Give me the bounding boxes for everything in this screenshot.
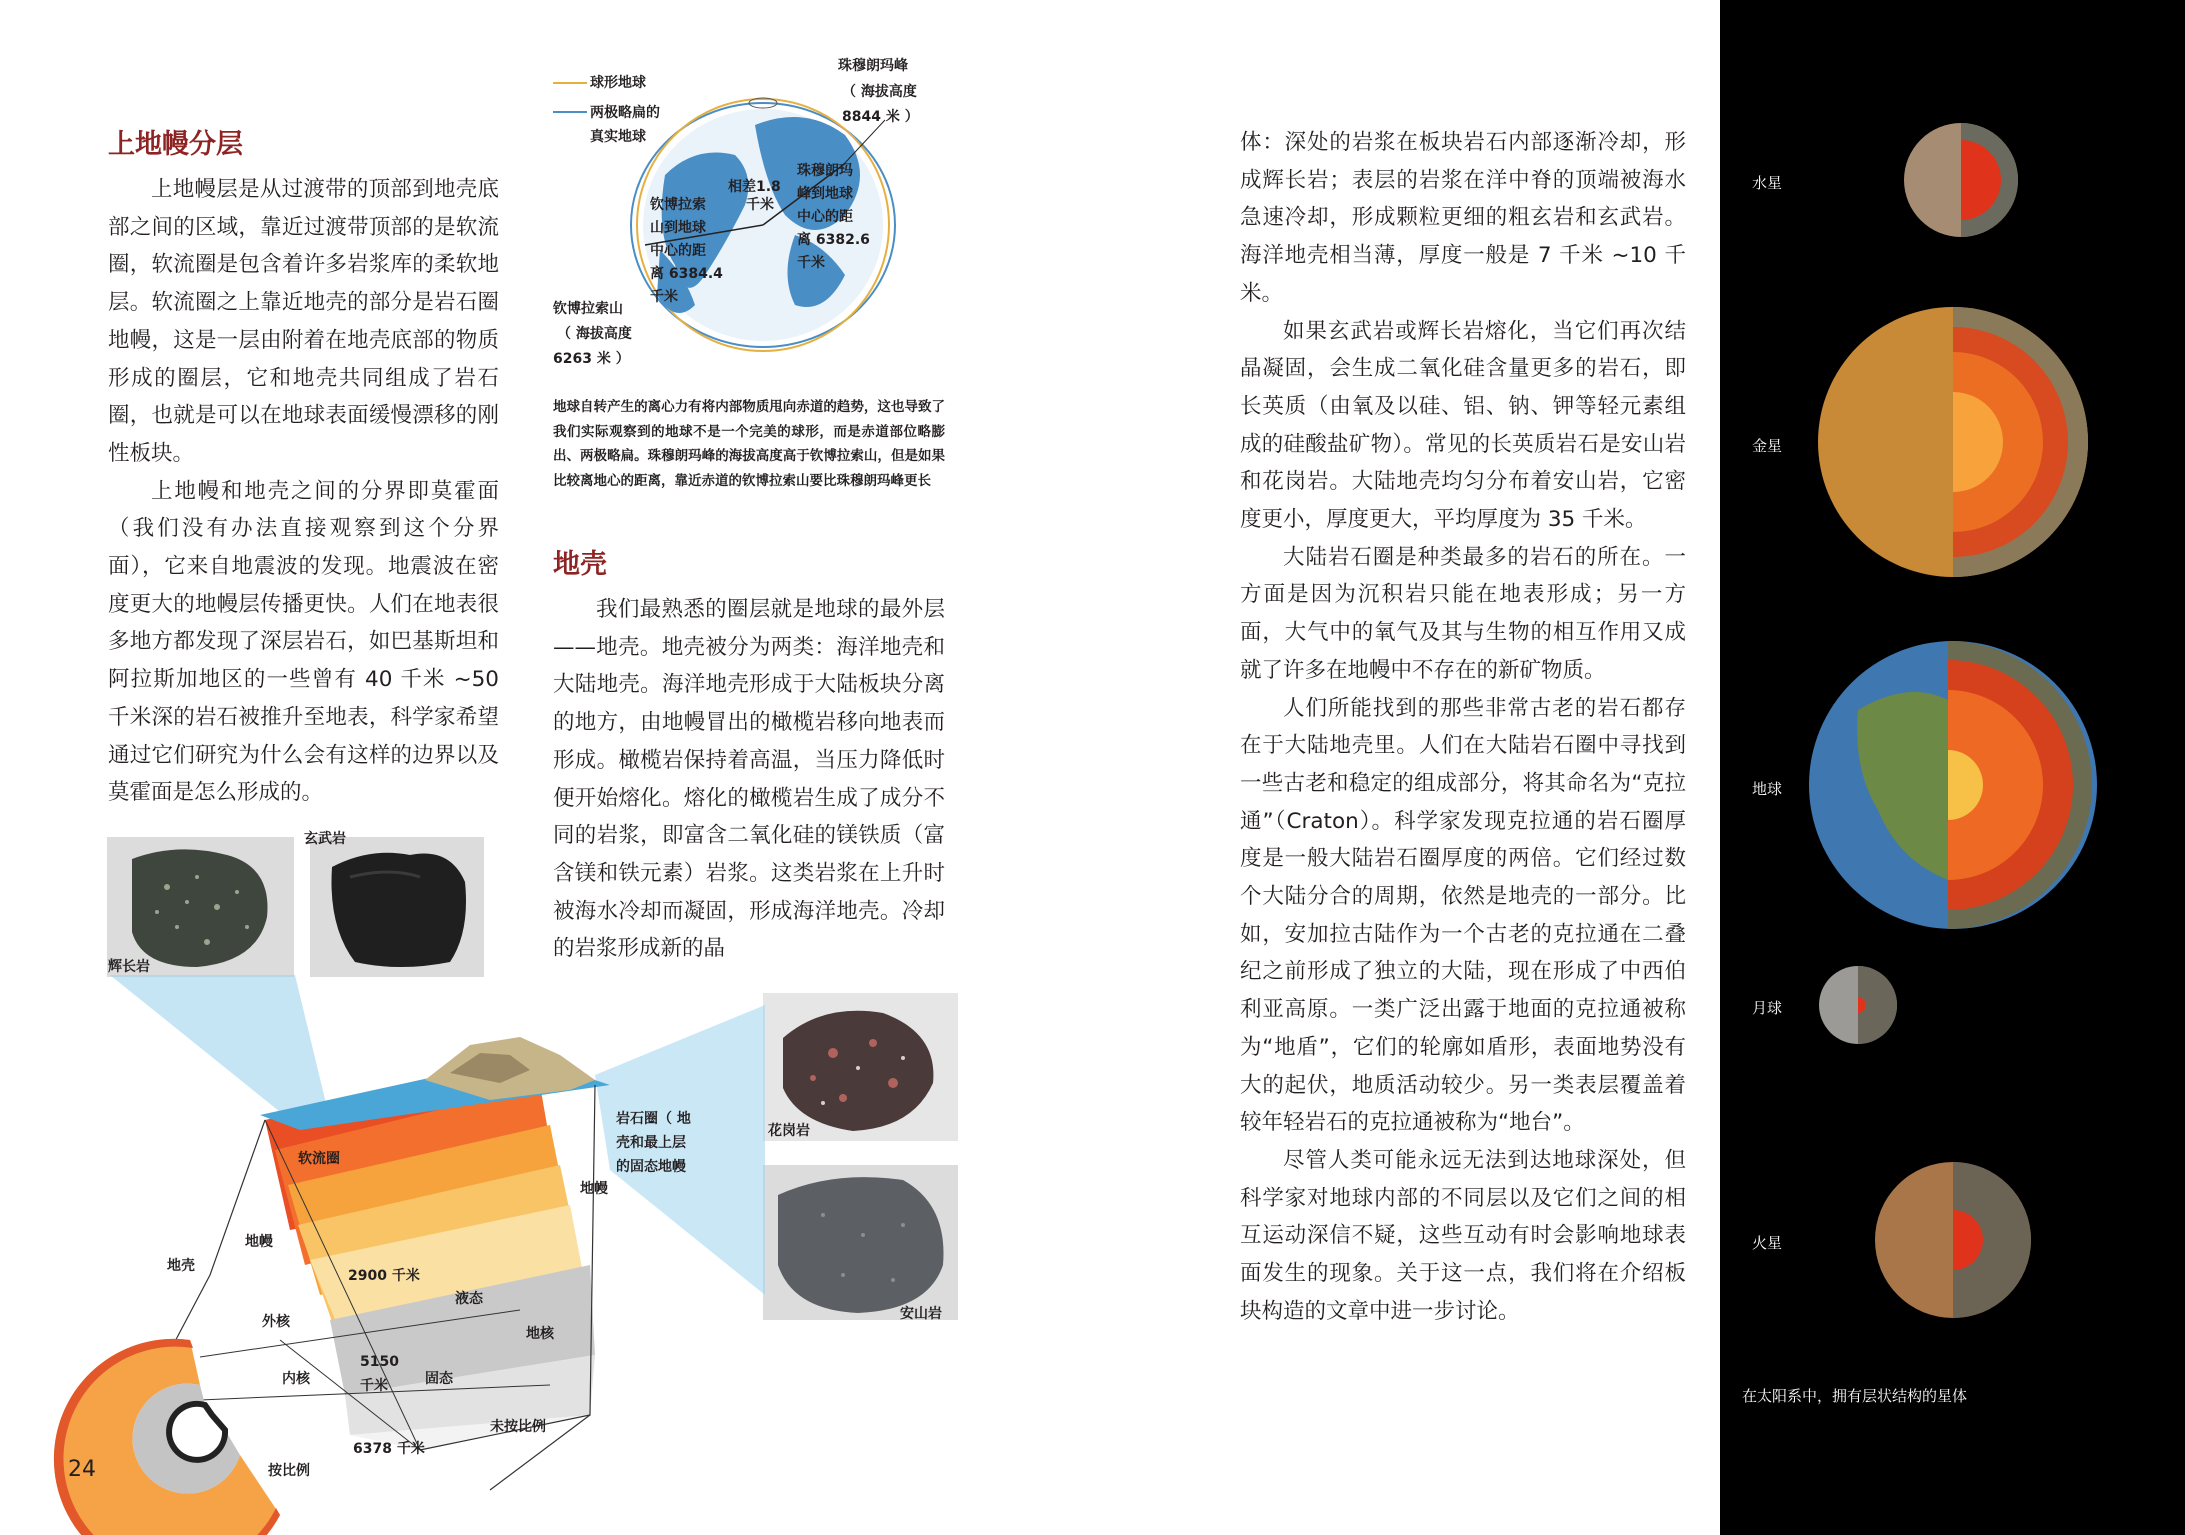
earth-illustration — [1798, 630, 2108, 940]
dist-line: 珠穆朗玛 — [797, 163, 853, 179]
dist-line: 中心的距 — [797, 209, 853, 225]
gabbro-label: 辉长岩 — [108, 959, 150, 975]
planets-caption: 在太阳系中，拥有层状结构的星体 — [1742, 1387, 1968, 1405]
depth-line: 千米 — [360, 1378, 388, 1394]
mantle-label-right: 地幔 — [580, 1181, 608, 1197]
earth-layers-diagram — [90, 975, 790, 1535]
right-page-text — [1240, 124, 1686, 1331]
gabbro-photo — [107, 837, 294, 977]
andesite-photo — [763, 1165, 958, 1320]
granite-label: 花岗岩 — [768, 1123, 810, 1139]
legend-sphere: 球形地球 — [590, 75, 646, 91]
dist-line: 峰到地球 — [797, 186, 853, 202]
dist-line: 千米 — [650, 289, 678, 305]
dist-line: 钦博拉索 — [650, 197, 706, 213]
lith-line: 壳和最上层 — [616, 1135, 686, 1151]
moon-illustration — [1813, 960, 1903, 1050]
mantle-paragraph: 上地幔层是从过渡带的顶部到地壳底部之间的区域，靠近过渡带顶部的是软流圈，软流圈是包含着许多岩浆库的柔软地层。软流圈之上靠近地壳的部分是岩石圈地幔，这是一层由附着在地壳底部的物质形成的圈层，它和地壳共同组成了岩石圈，也就是可以在地球表面缓慢漂移的刚性板块。 — [108, 177, 499, 466]
chimborazo-label-1: 钦博拉索山 — [553, 301, 623, 317]
andesite-label: 安山岩 — [900, 1306, 942, 1322]
right-paragraph: 人们所能找到的那些非常古老的岩石都存在于大陆地壳里。人们在大陆岩石圈中寻找到一些古老和稳定的组成部分，将其命名为“克拉通”（Craton）。科学家发现克拉通的岩石圈厚度是一般大陆岩石圈厚度的两倍。它们经过数个大陆分合的周期，依然是地壳的一部分。比如，安加拉古陆作为一个古老的克拉通在二叠纪之前形成了独立的大陆，现在形成了中西伯利亚高原。一类广泛出露于地面的克拉通被称为“地盾”，它们的轮廓如盾形，表面地势没有大的起伏，地质活动较少。另一类表层覆盖着较年轻岩石的克拉通被称为“地台”。 — [1240, 695, 1686, 1136]
core-label: 地核 — [526, 1326, 554, 1342]
granite-photo — [763, 993, 958, 1141]
diff-label — [728, 178, 781, 214]
crust-paragraph: 我们最熟悉的圈层就是地球的最外层——地壳。地壳被分为两类：海洋地壳和大陆地壳。海洋地壳形成于大陆板块分离的地方，由地幔冒出的橄榄岩移向地表而形成。橄榄岩保持着高温，当压力降低时便开始熔化。熔化的橄榄岩生成了成分不同的岩浆，即富含二氧化硅的镁铁质（富含镁和铁元素）岩浆。这类岩浆在上升时被海水冷却而凝固，形成海洋地壳。冷却的岩浆形成新的晶 — [553, 597, 945, 962]
mantle-text — [108, 171, 499, 812]
everest-label-1: 珠穆朗玛峰 — [838, 58, 908, 74]
right-paragraph: 如果玄武岩或辉长岩熔化，当它们再次结晶凝固，会生成二氧化硅含量更多的岩石，即长英质（由氧及以硅、铝、钠、钾等轻元素组成的硅酸盐矿物）。常见的长英质岩石是安山岩和花岗岩。大陆地壳均匀分布着安山岩，它密度更小，厚度更大，平均厚度为 35 千米。 — [1240, 318, 1686, 533]
mars-illustration — [1868, 1155, 2038, 1325]
crust-label: 地壳 — [167, 1258, 195, 1274]
heading-crust: 地壳 — [553, 549, 607, 580]
venus-label: 金星 — [1752, 437, 1783, 455]
planets-panel — [1720, 0, 2185, 1535]
asthenosphere-label: 软流圈 — [298, 1151, 340, 1167]
dist-line: 离 6384.4 — [650, 266, 723, 282]
legend-real-2: 真实地球 — [590, 129, 646, 145]
mercury-label: 水星 — [1752, 174, 1783, 192]
diff-line: 相差1.8 — [728, 179, 781, 195]
everest-distance-label — [797, 160, 870, 275]
basalt-label: 玄武岩 — [304, 831, 346, 847]
diff-line: 千米 — [746, 197, 774, 213]
heading-upper-mantle: 上地幔分层 — [108, 129, 243, 160]
chimborazo-distance-label — [650, 194, 723, 309]
depth-5150-label — [360, 1350, 399, 1398]
inner-core-label: 内核 — [282, 1371, 310, 1387]
earth-label: 地球 — [1752, 780, 1783, 798]
depth-2900-label: 2900 千米 — [348, 1268, 420, 1284]
earth-shape-caption: 地球自转产生的离心力有将内部物质甩向赤道的趋势，这也导致了我们实际观察到的地球不是一个完美的球形，而是赤道部位略膨出、两极略扁。珠穆朗玛峰的海拔高度高于钦博拉索山，但是如果比较离地心的距离，靠近赤道的钦博拉索山要比珠穆朗玛峰更长 — [553, 399, 945, 489]
lith-line: 岩石圈（ 地 — [616, 1111, 691, 1127]
moon-label: 月球 — [1752, 999, 1783, 1017]
everest-label-3: 8844 米 ） — [842, 109, 919, 125]
right-paragraph: 体：深处的岩浆在板块岩石内部逐渐冷却，形成辉长岩；表层的岩浆在洋中脊的顶端被海水急速冷却，形成颗粒更细的粗玄岩和玄武岩。海洋地壳相当薄，厚度一般是 7 千米 ~10 千米。 — [1240, 130, 1686, 306]
mantle-label: 地幔 — [245, 1234, 273, 1250]
crust-text — [553, 591, 945, 968]
venus-illustration — [1803, 292, 2103, 592]
depth-line: 5150 — [360, 1354, 399, 1370]
mercury-illustration — [1886, 105, 2036, 255]
everest-label-2: （ 海拔高度 — [842, 84, 917, 100]
not-to-scale-label: 未按比例 — [490, 1419, 546, 1435]
mars-label: 火星 — [1752, 1234, 1783, 1252]
to-scale-label: 按比例 — [268, 1463, 310, 1479]
legend-real-1: 两极略扁的 — [590, 105, 660, 121]
outer-core-label: 外核 — [262, 1314, 290, 1330]
right-paragraph: 尽管人类可能永远无法到达地球深处，但科学家对地球内部的不同层以及它们之间的相互运动深信不疑，这些互动有时会影响地球表面发生的现象。关于这一点，我们将在介绍板块构造的文章中进一步讨论。 — [1240, 1147, 1686, 1324]
depth-6378-label: 6378 千米 — [353, 1441, 425, 1457]
mantle-paragraph: 上地幔和地壳之间的分界即莫霍面（我们没有办法直接观察到这个分界面），它来自地震波的发现。地震波在密度更大的地幔层传播更快。人们在地表很多地方都发现了深层岩石，如巴基斯坦和阿拉斯加地区的一些曾有 40 千米 ~50 千米深的岩石被推升至地表，科学家希望通过它们研究为什么会有这样的边界以及莫霍面是怎么形成的。 — [108, 478, 499, 806]
dist-line: 离 6382.6 — [797, 232, 870, 248]
dist-line: 千米 — [797, 255, 825, 271]
lith-line: 的固态地幔 — [616, 1159, 686, 1175]
solid-label: 固态 — [425, 1371, 453, 1387]
dist-line: 中心的距 — [650, 243, 706, 259]
lithosphere-label — [616, 1107, 691, 1179]
dist-line: 山到地球 — [650, 220, 706, 236]
chimborazo-label-2: （ 海拔高度 — [557, 326, 632, 342]
liquid-label: 液态 — [455, 1291, 483, 1307]
right-paragraph: 大陆岩石圈是种类最多的岩石的所在。一方面是因为沉积岩只能在地表形成；另一方面，大气中的氧气及其与生物的相互作用又成就了许多在地幔中不存在的新矿物质。 — [1240, 544, 1686, 683]
chimborazo-label-3: 6263 米 ） — [553, 351, 630, 367]
basalt-photo — [310, 837, 484, 977]
page-number-left: 24 — [68, 1457, 96, 1482]
